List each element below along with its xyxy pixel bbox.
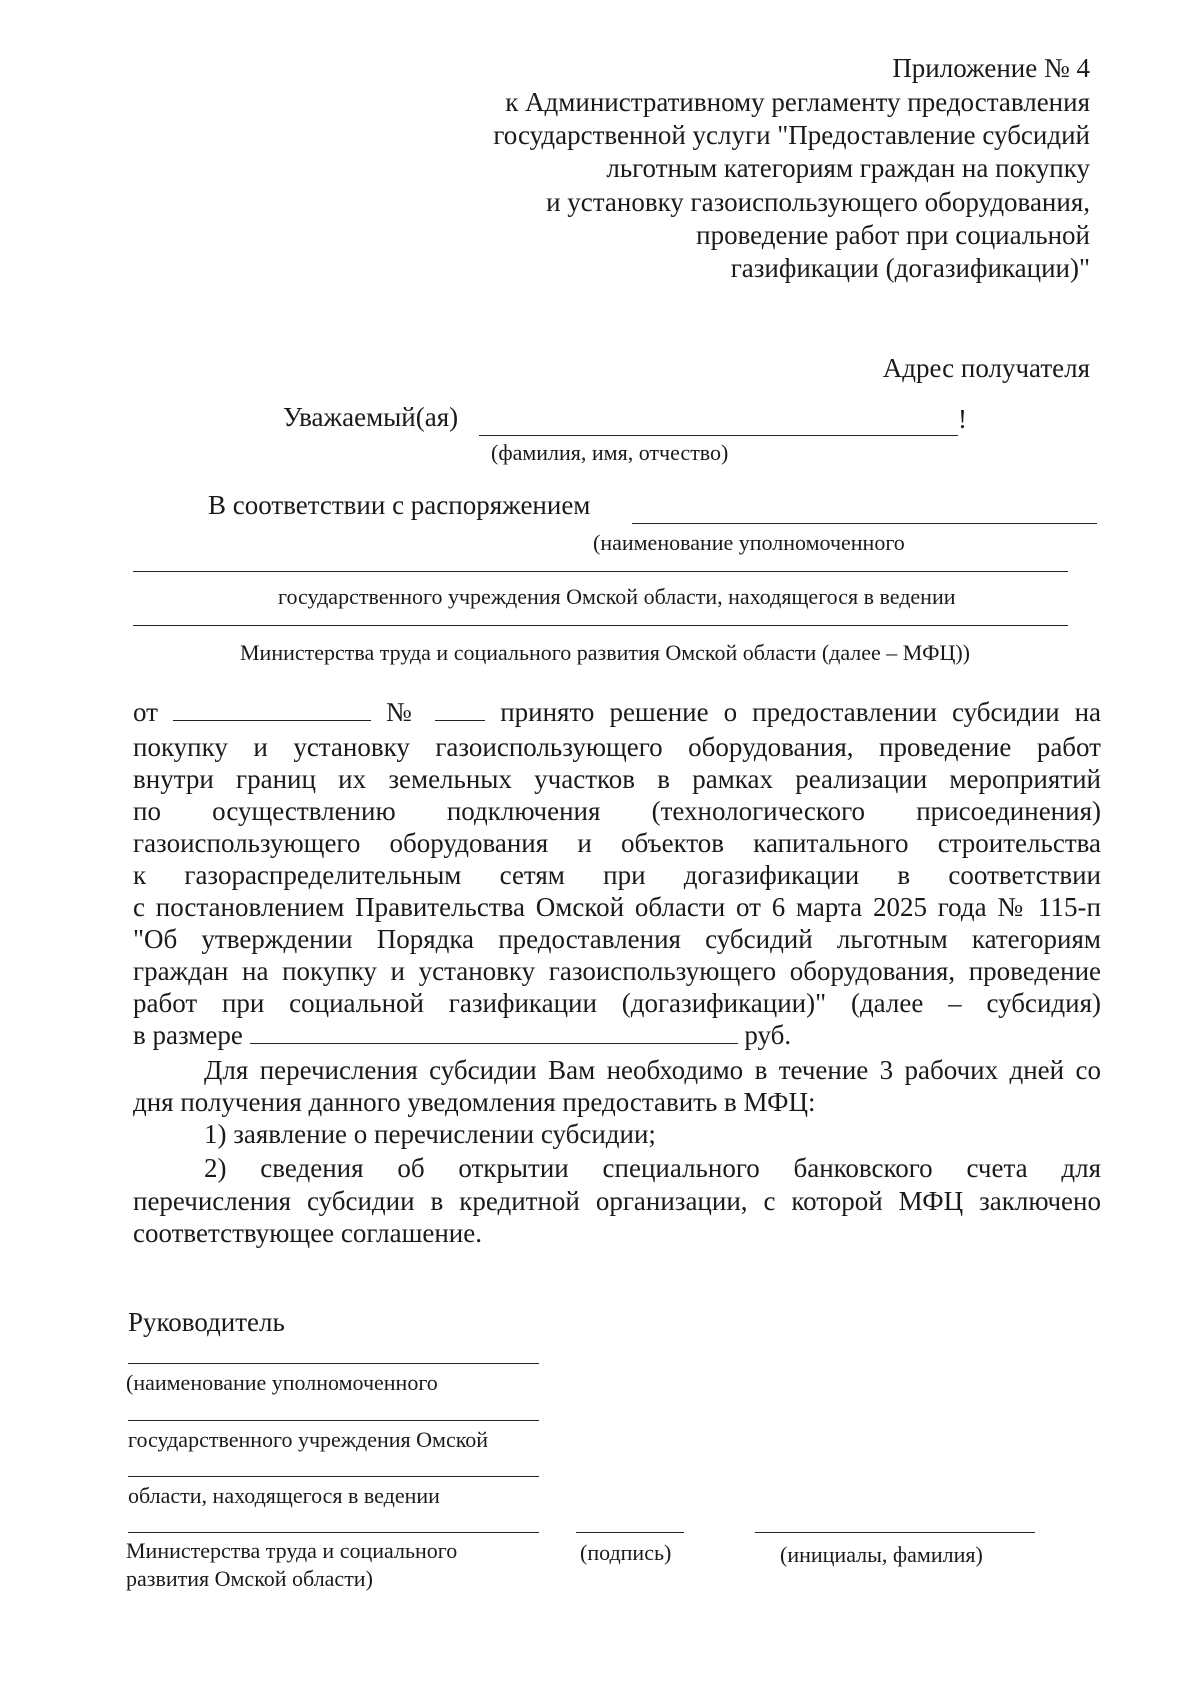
org-hint-3: области, находящегося в ведении: [128, 1483, 440, 1508]
name-hint: (фамилия, имя, отчество): [491, 440, 729, 465]
greeting-label: Уважаемый(ая): [283, 402, 459, 432]
org-blank-line-4: [128, 1532, 539, 1533]
name-initials-line: [755, 1532, 1035, 1533]
org-hint-4: Министерства труда и социального: [126, 1538, 458, 1563]
instruction-item-2-line-2: перечисления субсидии в кредитной организации, с которой МФЦ заключено: [133, 1186, 1101, 1216]
decision-first-line: [133, 697, 1101, 727]
header-line: проведение работ при социальной: [696, 220, 1090, 250]
decision-line: "Об утверждении Порядка предоставления субсидий льготным категориям: [133, 924, 1101, 954]
org-hint-2: государственного учреждения Омской: [128, 1427, 489, 1452]
decision-line: внутри границ их земельных участков в рамках реализации мероприятий: [133, 764, 1101, 794]
number-sign: №: [386, 697, 421, 727]
name-blank-line: [479, 435, 958, 436]
order-blank-line: [632, 523, 1097, 524]
org-blank-line-3: [128, 1476, 539, 1477]
header-line: и установку газоиспользующего оборудования,: [546, 187, 1090, 217]
decision-line: граждан на покупку и установку газоиспользующего оборудования, проведение: [133, 956, 1101, 986]
header-line: газификации (догазификации)": [730, 253, 1090, 283]
decision-line: газоиспользующего оборудования и объектов капитального строительства: [133, 828, 1101, 858]
org-hint-1: (наименование уполномоченного: [126, 1370, 438, 1395]
decision-line: с постановлением Правительства Омской области от 6 марта 2025 года № 115-п: [133, 892, 1101, 922]
decision-line: по осуществлению подключения (технологического присоединения): [133, 796, 1101, 826]
instruction-item-2: 2) сведения об открытии специального банковского счета для: [204, 1153, 1101, 1183]
org-hint-5: развития Омской области): [126, 1566, 373, 1591]
recipient-address: Адрес получателя: [882, 353, 1090, 383]
order-label: В соответствии с распоряжением: [208, 490, 591, 520]
decision-line: работ при социальной газификации (догазификации)" (далее – субсидия): [133, 988, 1101, 1018]
org-blank-line-2: [128, 1420, 539, 1421]
header-line: льготным категориям граждан на покупку: [606, 153, 1090, 183]
instruction-line-1: Для перечисления субсидии Вам необходимо в течение 3 рабочих дней со: [204, 1055, 1101, 1085]
order-hint-2: государственного учреждения Омской области, находящегося в ведении: [278, 584, 956, 609]
order-hint-1: (наименование уполномоченного: [593, 530, 905, 555]
instruction-item-1: 1) заявление о перечислении субсидии;: [204, 1119, 656, 1149]
signature-hint: (подпись): [580, 1540, 672, 1565]
date-blank: [173, 698, 371, 721]
instruction-line-2: дня получения данного уведомления предоставить в МФЦ:: [133, 1087, 816, 1117]
amount-label: в размере: [133, 1020, 243, 1050]
order-hint-3: Министерства труда и социального развития Омской области (далее – МФЦ)): [240, 640, 970, 665]
instruction-item-2-line-3: соответствующее соглашение.: [133, 1218, 482, 1248]
order-blank-line-3: [133, 625, 1068, 626]
decision-line: к газораспределительным сетям при догазификации в соответствии: [133, 860, 1101, 890]
initials-hint: (инициалы, фамилия): [780, 1542, 983, 1567]
head-label: Руководитель: [128, 1307, 285, 1337]
number-blank: [435, 698, 485, 721]
greeting-exclamation: !: [958, 404, 967, 434]
amount-blank: [250, 1021, 738, 1044]
header-line: к Административному регламенту предоставления: [505, 87, 1090, 117]
decision-line: покупку и установку газоиспользующего оборудования, проведение работ: [133, 732, 1101, 762]
header-line: государственной услуги "Предоставление субсидий: [493, 120, 1090, 150]
signature-line: [576, 1532, 684, 1533]
appendix-number: Приложение № 4: [892, 53, 1090, 83]
from-label: от: [133, 697, 158, 727]
decision-text: принято решение о предоставлении субсидии на: [500, 697, 1102, 727]
order-blank-line-2: [133, 571, 1068, 572]
org-blank-line-1: [128, 1363, 539, 1364]
currency-label: руб.: [744, 1020, 792, 1050]
amount-row: [133, 1020, 791, 1051]
